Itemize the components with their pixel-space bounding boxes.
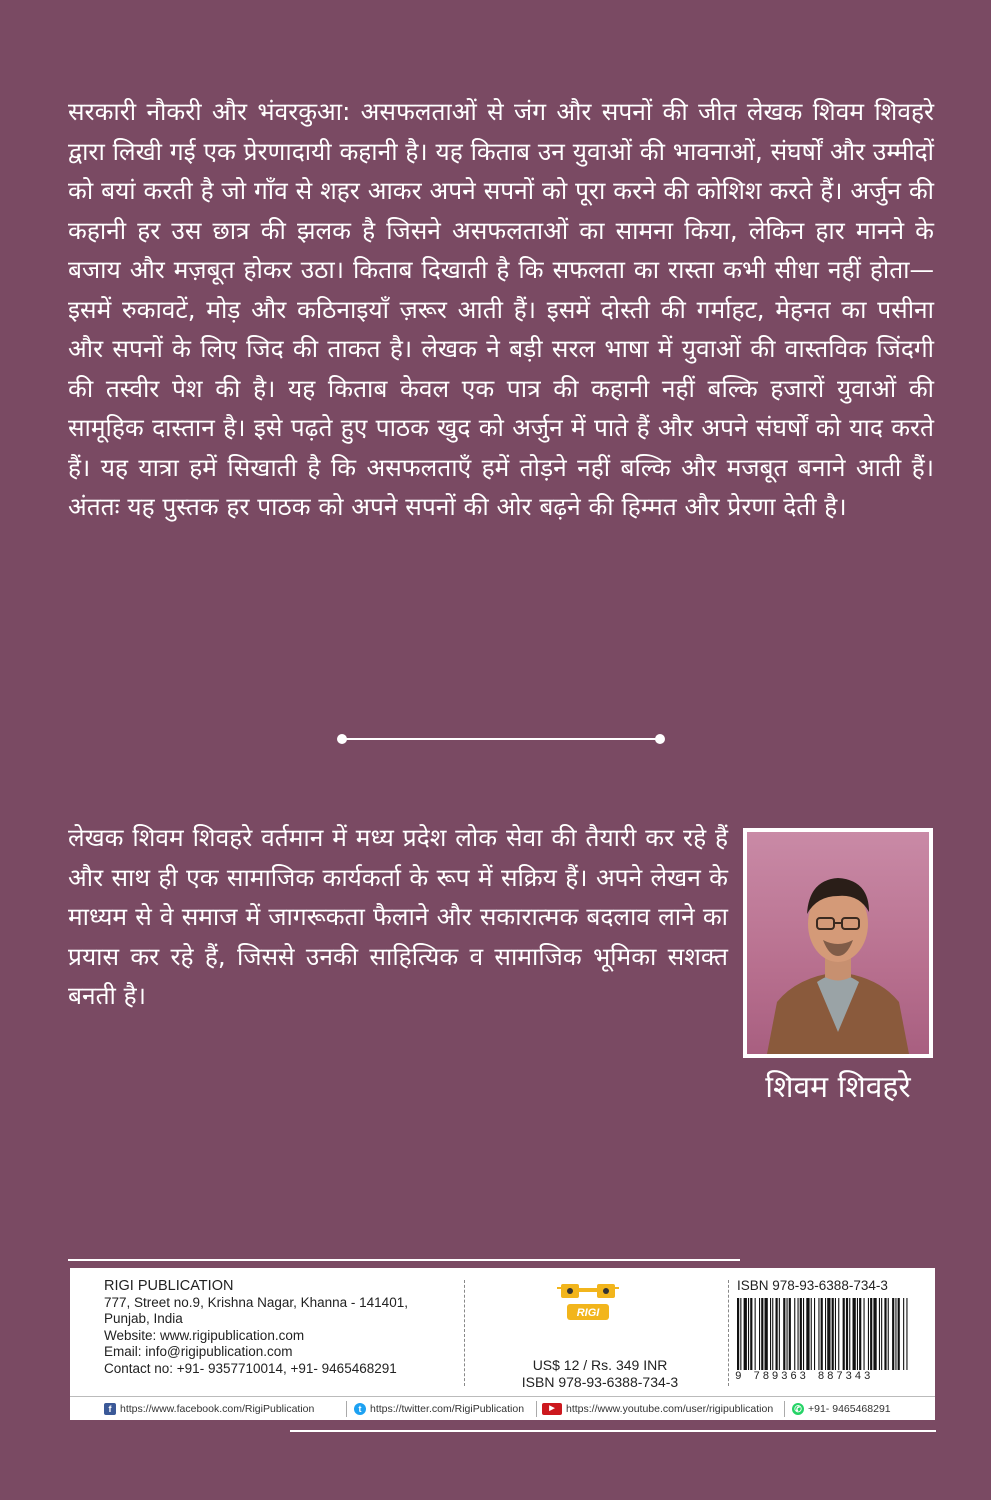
author-photo-frame xyxy=(743,828,933,1058)
barcode-bar xyxy=(770,1298,771,1370)
publisher-website[interactable]: Website: www.rigipublication.com xyxy=(104,1327,305,1343)
social-facebook[interactable] xyxy=(104,1397,314,1421)
youtube-icon: ▶ xyxy=(542,1403,562,1415)
barcode-bar xyxy=(750,1298,752,1370)
price-block xyxy=(465,1278,735,1388)
author-photo xyxy=(747,832,929,1054)
barcode-bar xyxy=(859,1298,861,1370)
barcode-bar xyxy=(740,1298,741,1370)
twitter-url[interactable]: https://twitter.com/RigiPublication xyxy=(370,1403,525,1415)
barcode-bar xyxy=(827,1298,830,1370)
barcode-bar xyxy=(800,1298,802,1370)
publisher-footer xyxy=(70,1268,935,1420)
barcode-bar xyxy=(772,1298,773,1370)
divider-dot-left xyxy=(337,734,347,744)
twitter-icon: t xyxy=(354,1403,366,1415)
barcode-bar xyxy=(748,1298,749,1370)
barcode-bar xyxy=(884,1298,886,1370)
publisher-contact: Contact no: +91- 9357710014, +91- 9465468291 xyxy=(104,1360,397,1376)
facebook-icon: f xyxy=(104,1403,116,1415)
social-youtube[interactable] xyxy=(542,1397,773,1421)
author-name: शिवम शिवहरे xyxy=(765,1070,911,1105)
barcode-bar xyxy=(814,1298,815,1370)
barcode-isbn-label: ISBN 978-93-6388-734-3 xyxy=(737,1278,888,1293)
barcode-bar xyxy=(783,1298,785,1370)
social-separator xyxy=(784,1401,785,1417)
barcode-bar xyxy=(821,1298,823,1370)
barcode-bar xyxy=(803,1298,804,1370)
barcode-bar xyxy=(737,1298,739,1370)
barcode-bar xyxy=(744,1298,747,1370)
price-isbn: ISBN 978-93-6388-734-3 xyxy=(521,1374,679,1390)
footer-separator xyxy=(728,1280,729,1386)
barcode-graphic xyxy=(735,1298,910,1374)
barcode-bar xyxy=(868,1298,869,1370)
barcode-bar xyxy=(879,1298,880,1370)
barcode-bar xyxy=(870,1298,872,1370)
social-twitter[interactable] xyxy=(354,1397,524,1421)
whatsapp-number: +91- 9465468291 xyxy=(808,1403,891,1415)
barcode-bar xyxy=(838,1298,839,1370)
rigi-logo xyxy=(553,1282,623,1326)
footer-rule-top xyxy=(68,1259,740,1261)
barcode-bar xyxy=(789,1298,791,1370)
barcode-bar xyxy=(892,1298,894,1370)
barcode-bar xyxy=(811,1298,812,1370)
social-separator xyxy=(536,1401,537,1417)
social-whatsapp[interactable] xyxy=(792,1397,891,1421)
barcode-bar xyxy=(888,1298,889,1370)
author-bio: लेखक शिवम शिवहरे वर्तमान में मध्य प्रदेश लोक सेवा की तैयारी कर रहे हैं और साथ ही एक सामाजिक कार्यकर्ता के रूप में सक्रिय हैं। अपने लेखन के माध्यम से वे समाज में जागरूकता फैलाने और सकारात्मक बदलाव लाने का प्रयास कर रहे हैं, जिससे उनकी साहित्यिक व सामाजिक भूमिका सशक्त बनती है। xyxy=(68,823,728,1010)
barcode-bar xyxy=(761,1298,763,1370)
barcode-bar xyxy=(898,1298,900,1370)
book-blurb: सरकारी नौकरी और भंवरकुआ: असफलताओं से जंग और सपनों की जीत लेखक शिवम शिवहरे द्वारा लिखी गई एक प्रेरणादायी कहानी है। यह किताब उन युवाओं की भावनाओं, संघर्षों और उम्मीदों को बयां करती है जो गाँव से शहर आकर अपने सपनों को पूरा करने की कोशिश करते हैं। अर्जुन की कहानी हर उस छात्र की झलक है जिसने असफलताओं का सामना किया, लेकिन हार मानने के बजाय और मज़बूत होकर उठा। किताब दिखाती है कि सफलता का रास्ता कभी सीधा नहीं होता—इसमें रुकावटें, मोड़ और कठिनाइयाँ ज़रूर आती हैं। इसमें दोस्ती की गर्माहट, मेहनत का पसीना और सपनों के लिए जिद की ताकत है। लेखक ने बड़ी सरल भाषा में युवाओं की वास्तविक जिंदगी की तस्वीर पेश की है। यह किताब केवल एक पात्र की कहानी नहीं बल्कि हजारों युवाओं की सामूहिक दास्तान है। इसे पढ़ते हुए पाठक खुद को अर्जुन में पाते हैं और अपने संघर्षों को याद करते हैं। यह यात्रा हमें सिखाती है कि असफलताएँ हमें तोड़ने नहीं बल्कि और मजबूत बनाने आती हैं। अंततः यह पुस्तक हर पाठक को अपने सपनों की ओर बढ़ने की हिम्मत और प्रेरणा देती है। xyxy=(68,97,934,521)
publisher-email[interactable]: Email: info@rigipublication.com xyxy=(104,1344,293,1359)
footer-rule-bottom xyxy=(290,1430,936,1432)
barcode-bar xyxy=(794,1298,795,1370)
barcode-digits: 9 789363 887343 xyxy=(735,1371,874,1383)
divider-dot-right xyxy=(655,734,665,744)
decorative-divider xyxy=(342,738,660,740)
youtube-url[interactable]: https://www.youtube.com/user/rigipublication xyxy=(566,1403,774,1415)
barcode-bar xyxy=(798,1298,799,1370)
whatsapp-icon: ✆ xyxy=(792,1403,804,1415)
barcode-bar xyxy=(849,1298,850,1370)
barcode-bar xyxy=(825,1298,826,1370)
barcode-bar xyxy=(759,1298,760,1370)
barcode-bar xyxy=(881,1298,882,1370)
book-price: US$ 12 / Rs. 349 INR xyxy=(532,1357,668,1373)
barcode-bar xyxy=(755,1298,756,1370)
barcode-bar xyxy=(895,1298,896,1370)
publisher-info xyxy=(104,1278,454,1377)
barcode-bar xyxy=(832,1298,834,1370)
publisher-address-line2: Punjab, India xyxy=(104,1311,183,1326)
barcode-bar xyxy=(835,1298,836,1370)
author-silhouette-icon xyxy=(747,832,929,1054)
publisher-address-line1: 777, Street no.9, Krishna Nagar, Khanna - 141401, xyxy=(104,1294,408,1310)
barcode-bar xyxy=(906,1298,907,1370)
barcode-bar xyxy=(903,1298,904,1370)
barcode-bar xyxy=(853,1298,856,1370)
barcode-bar xyxy=(864,1298,865,1370)
barcode-bar xyxy=(806,1298,809,1370)
barcode-bar xyxy=(843,1298,845,1370)
barcode-bar xyxy=(846,1298,848,1370)
barcode-bar xyxy=(765,1298,768,1370)
rigi-logo-text: RIGI xyxy=(576,1307,600,1319)
barcode-bar xyxy=(787,1298,788,1370)
barcode-bar xyxy=(873,1298,876,1370)
barcode-bar xyxy=(818,1298,819,1370)
isbn-barcode-block xyxy=(735,1278,935,1383)
social-separator xyxy=(346,1401,347,1417)
facebook-url[interactable]: https://www.facebook.com/RigiPublication xyxy=(120,1403,315,1415)
barcode-bar xyxy=(857,1298,858,1370)
barcode-bar xyxy=(776,1298,778,1370)
social-links-bar xyxy=(70,1396,935,1421)
publisher-name: RIGI PUBLICATION xyxy=(104,1278,234,1294)
barcode-bar xyxy=(779,1298,780,1370)
